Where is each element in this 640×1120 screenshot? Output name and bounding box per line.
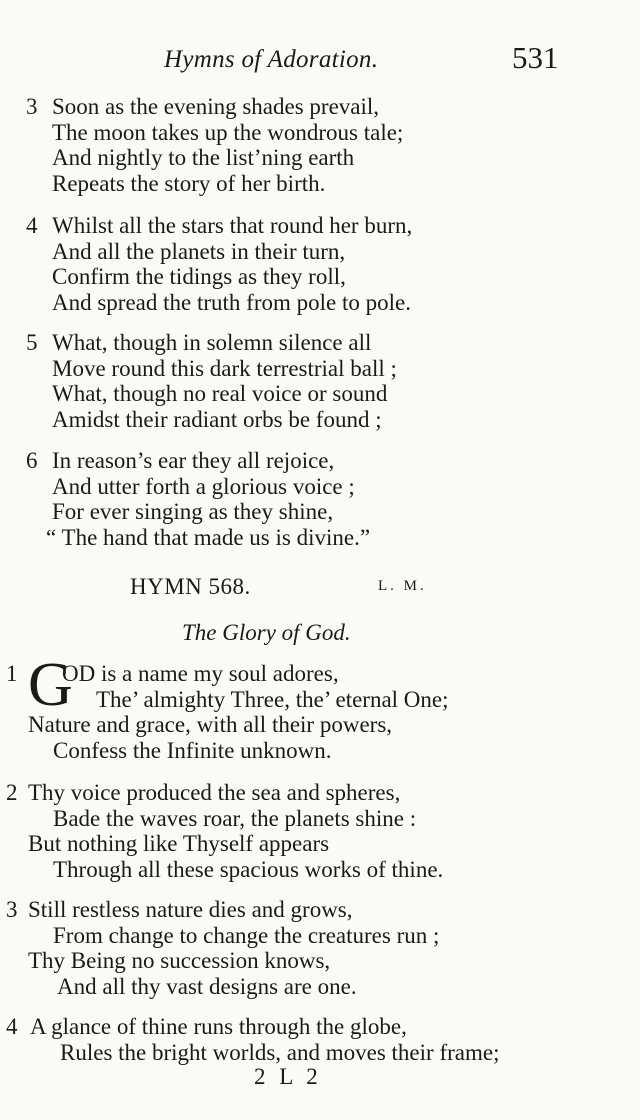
verse-line: From change to change the creatures run ; — [53, 922, 440, 948]
verse-line: Thy Being no succession knows, — [28, 948, 331, 974]
stanza-number: 6 — [26, 448, 38, 473]
running-title: Hymns of Adoration. — [164, 46, 379, 73]
hymn-subtitle: The Glory of God. — [182, 620, 351, 645]
verse-line: Bade the waves roar, the planets shine : — [53, 805, 417, 831]
verse-line: “ The hand that made us is divine.” — [46, 524, 371, 550]
verse-line: And spread the truth from pole to pole. — [52, 289, 411, 315]
verse-line: The’ almighty Three, the’ eternal One; — [96, 686, 449, 712]
stanza-number: 3 — [26, 94, 38, 119]
verse-line: Confess the Infinite unknown. — [53, 737, 332, 763]
verse-line: What, though in solemn silence all — [52, 330, 372, 355]
verse-line: Confirm the tidings as they roll, — [52, 264, 346, 290]
stanza-number: 5 — [26, 330, 38, 355]
verse-line: And all thy vast designs are one. — [57, 973, 357, 999]
verse-line: What, though no real voice or sound — [52, 381, 388, 407]
stanza-number: 4 — [6, 1014, 18, 1039]
stanza-number: 2 — [6, 780, 18, 805]
verse-line: Nature and grace, with all their powers, — [28, 712, 393, 738]
hymn-heading: HYMN 568. — [130, 574, 251, 599]
stanza-number: 3 — [6, 897, 18, 922]
verse-line: And utter forth a glorious voice ; — [52, 473, 355, 499]
verse-line: But nothing like Thyself appears — [28, 831, 330, 857]
verse-line: For ever singing as they shine, — [52, 499, 334, 525]
stanza-number: 4 — [26, 213, 38, 238]
stanza-number: 1 — [6, 661, 18, 686]
verse-line: Thy voice produced the sea and spheres, — [28, 780, 401, 805]
verse-line: And all the planets in their turn, — [52, 238, 346, 264]
verse-line: Amidst their radiant orbs be found ; — [52, 406, 382, 432]
verse-line: OD is a name my soul adores, — [62, 661, 339, 686]
verse-line: Soon as the evening shades prevail, — [52, 94, 380, 119]
verse-line: A glance of thine runs through the globe, — [30, 1014, 407, 1039]
verse-line: Still restless nature dies and grows, — [28, 897, 353, 922]
verse-line: Repeats the story of her birth. — [52, 170, 326, 196]
drop-cap: G — [28, 651, 73, 719]
verse-line: The moon takes up the wondrous tale; — [52, 119, 404, 145]
printer-signature: 2 L 2 — [254, 1064, 322, 1089]
verse-line: Whilst all the stars that round her burn, — [52, 213, 413, 238]
verse-line: Move round this dark terrestrial ball ; — [52, 355, 397, 381]
verse-line: In reason’s ear they all rejoice, — [52, 448, 335, 473]
verse-line: Rules the bright worlds, and moves their frame; — [60, 1039, 500, 1065]
page-number: 531 — [512, 40, 559, 75]
hymn-meter: L. M. — [378, 578, 427, 594]
verse-line: And nightly to the list’ning earth — [52, 145, 355, 171]
verse-line: Through all these spacious works of thine. — [53, 856, 444, 882]
